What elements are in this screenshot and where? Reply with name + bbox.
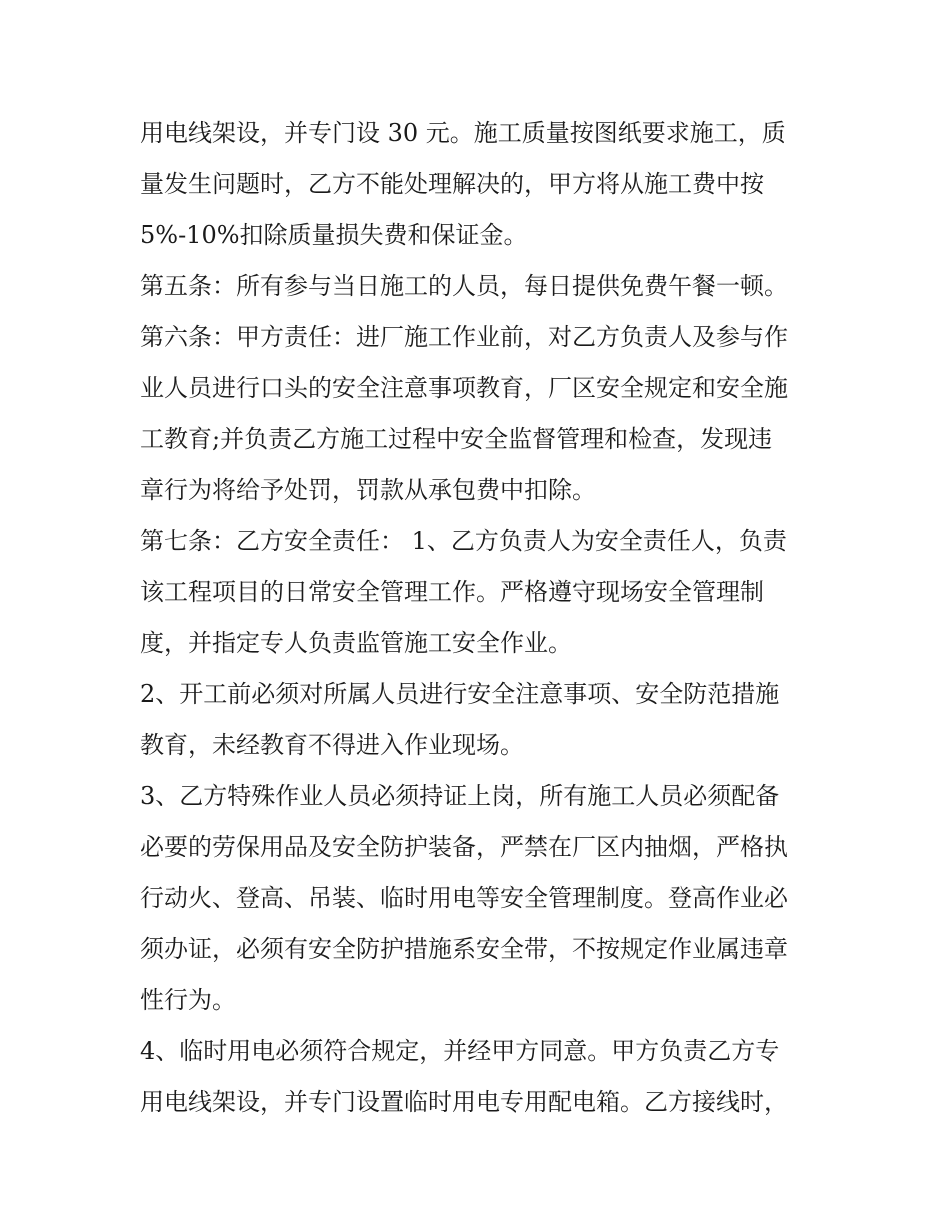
text-line: 3、乙方特殊作业人员必须持证上岗，所有施工人员必须配备 xyxy=(140,782,780,810)
text-line: 章行为将给予处罚，罚款从承包费中扣除。 xyxy=(140,476,596,504)
text-line: 2、开工前必须对所属人员进行安全注意事项、安全防范措施 xyxy=(140,680,780,708)
text-line: 度，并指定专人负责监管施工安全作业。 xyxy=(140,629,572,657)
document-body xyxy=(140,108,820,1128)
text-line: 业人员进行口头的安全注意事项教育，厂区安全规定和安全施 xyxy=(140,374,788,402)
text-line: 该工程项目的日常安全管理工作。严格遵守现场安全管理制 xyxy=(140,578,764,606)
text-line: 用电线架设，并专门设置临时用电专用配电箱。乙方接线时， xyxy=(140,1088,788,1116)
paragraph-article-5 xyxy=(140,261,820,312)
paragraph-item-2 xyxy=(140,669,820,771)
paragraph-item-3 xyxy=(140,771,820,1026)
text-line: 工教育;并负责乙方施工过程中安全监督管理和检查，发现违 xyxy=(140,425,773,453)
text-line: 第六条：甲方责任：进厂施工作业前，对乙方负责人及参与作 xyxy=(140,323,788,351)
text-line: 4、临时用电必须符合规定，并经甲方同意。甲方负责乙方专 xyxy=(140,1037,780,1065)
text-line: 用电线架设，并专门设 30 元。施工质量按图纸要求施工，质 xyxy=(140,119,786,147)
text-line: 5%-10%扣除质量损失费和保证金。 xyxy=(140,221,528,249)
paragraph-item-4 xyxy=(140,1026,820,1128)
paragraph-quality-terms xyxy=(140,108,820,261)
text-line: 教育，未经教育不得进入作业现场。 xyxy=(140,731,524,759)
text-line: 量发生问题时，乙方不能处理解决的，甲方将从施工费中按 xyxy=(140,170,764,198)
text-line: 须办证，必须有安全防护措施系安全带，不按规定作业属违章 xyxy=(140,935,788,963)
text-line: 必要的劳保用品及安全防护装备，严禁在厂区内抽烟，严格执 xyxy=(140,833,788,861)
text-line: 行动火、登高、吊装、临时用电等安全管理制度。登高作业必 xyxy=(140,884,788,912)
paragraph-article-6 xyxy=(140,312,820,516)
paragraph-article-7 xyxy=(140,516,820,669)
text-line: 第七条：乙方安全责任： 1、乙方负责人为安全责任人，负责 xyxy=(140,527,787,555)
text-line: 性行为。 xyxy=(140,986,236,1014)
text-line: 第五条：所有参与当日施工的人员，每日提供免费午餐一顿。 xyxy=(140,272,788,300)
